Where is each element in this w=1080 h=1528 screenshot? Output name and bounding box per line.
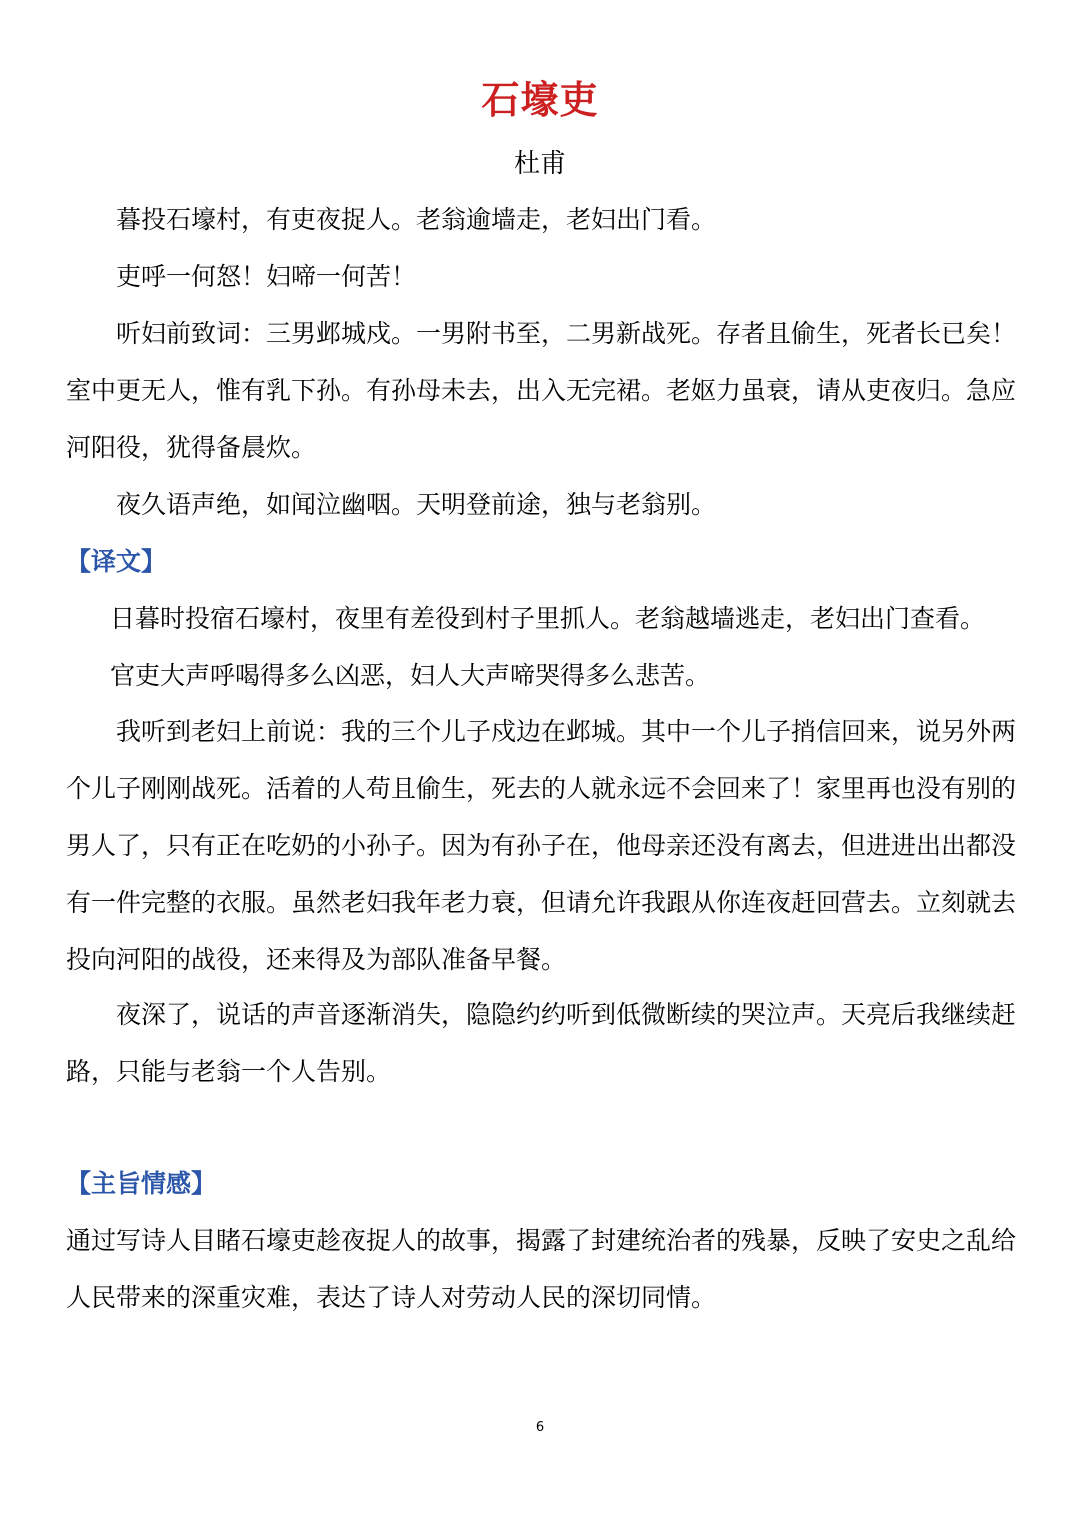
translation-heading: 【译文】: [66, 547, 167, 576]
poem-author: 杜甫: [513, 149, 566, 179]
poem-stanza-2: 吏呼一何怒！妇啼一何苦！: [116, 262, 417, 291]
poem-stanza-3: 听妇前致词：三男邺城戍。一男附书至，二男新战死。存者且偷生，死者长已矣！室中更无人，惟有乳下孙。有孙母未去，出入无完裙。老妪力虽衰，请从吏夜归。急应河阳役，犹得备晨炊。: [66, 319, 1017, 462]
page-number: 6: [535, 1420, 545, 1435]
theme-paragraph: 通过写诗人目睹石壕吏趁夜捉人的故事，揭露了封建统治者的残暴，反映了安史之乱给人民带来的深重灾难，表达了诗人对劳动人民的深切同情。: [66, 1226, 1017, 1312]
theme-heading: 【主旨情感】: [66, 1169, 217, 1198]
translation-paragraph-3: 我听到老妇上前说：我的三个儿子戍边在邺城。其中一个儿子捎信回来，说另外两个儿子刚刚战死。活着的人苟且偷生，死去的人就永远不会回来了！家里再也没有别的男人了，只有正在吃奶的小孙子。因为有孙子在，他母亲还没有离去，但进进出出都没有一件完整的衣服。虽然老妇我年老力衰，但请允许我跟从你连夜赶回营去。立刻就去投向河阳的战役，还来得及为部队准备早餐。: [66, 717, 1017, 974]
poem-title: 石壕吏: [481, 78, 599, 122]
poem-stanza-1: 暮投石壕村，有吏夜捉人。老翁逾墙走，老妇出门看。: [116, 205, 717, 234]
translation-paragraph-4: 夜深了，说话的声音逐渐消失，隐隐约约听到低微断续的哭泣声。天亮后我继续赶路，只能与老翁一个人告别。: [66, 1000, 1017, 1086]
translation-paragraph-1: 日暮时投宿石壕村，夜里有差役到村子里抓人。老翁越墙逃走，老妇出门查看。: [110, 604, 986, 633]
poem-stanza-4: 夜久语声绝，如闻泣幽咽。天明登前途，独与老翁别。: [116, 490, 717, 519]
translation-paragraph-2: 官吏大声呼喝得多么凶恶，妇人大声啼哭得多么悲苦。: [110, 661, 711, 690]
